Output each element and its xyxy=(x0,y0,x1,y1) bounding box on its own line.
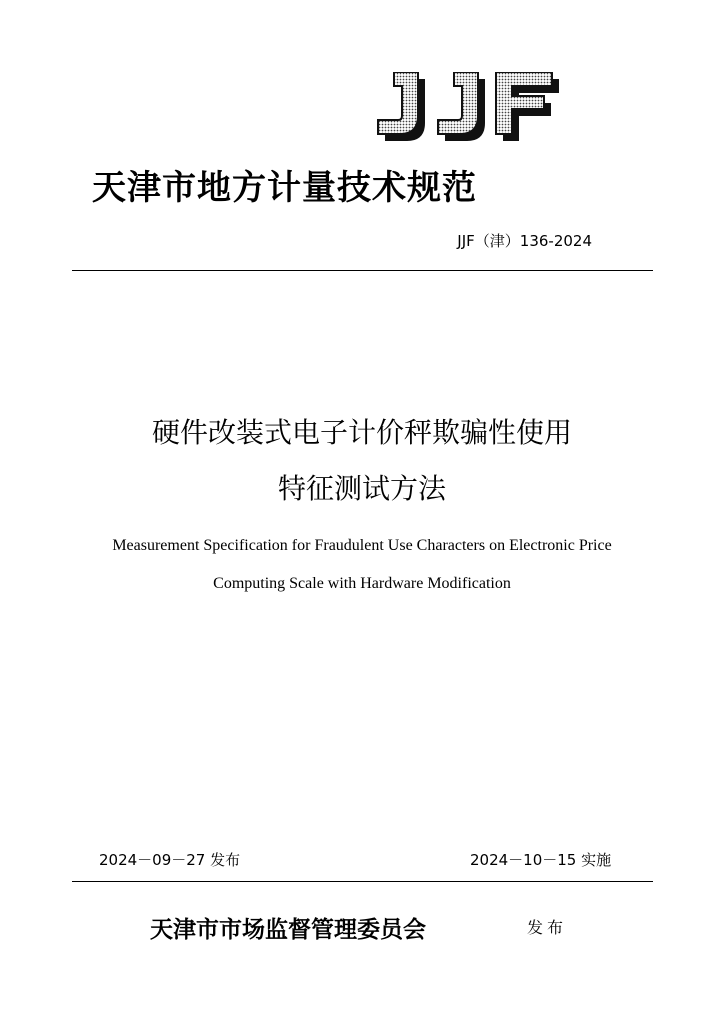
bottom-divider xyxy=(72,881,653,882)
document-number: JJF（津）136-2024 xyxy=(457,232,592,250)
publish-label: 发布 xyxy=(527,918,568,937)
standard-category-title: 天津市地方计量技术规范 xyxy=(92,168,477,208)
chinese-title-line-1: 硬件改装式电子计价秤欺骗性使用 xyxy=(151,416,572,449)
english-title-line-1: Measurement Specification for Fraudulent Use Characters on Electronic Price xyxy=(112,537,612,554)
implementation-date: 2024－10－15 实施 xyxy=(470,851,612,869)
jjf-logo xyxy=(372,72,564,150)
issue-date: 2024－09－27 发布 xyxy=(99,851,241,869)
publisher-name: 天津市市场监督管理委员会 xyxy=(150,916,426,943)
top-divider xyxy=(72,270,653,271)
english-title-line-2: Computing Scale with Hardware Modification xyxy=(213,575,511,592)
chinese-title-line-2: 特征测试方法 xyxy=(277,472,446,505)
